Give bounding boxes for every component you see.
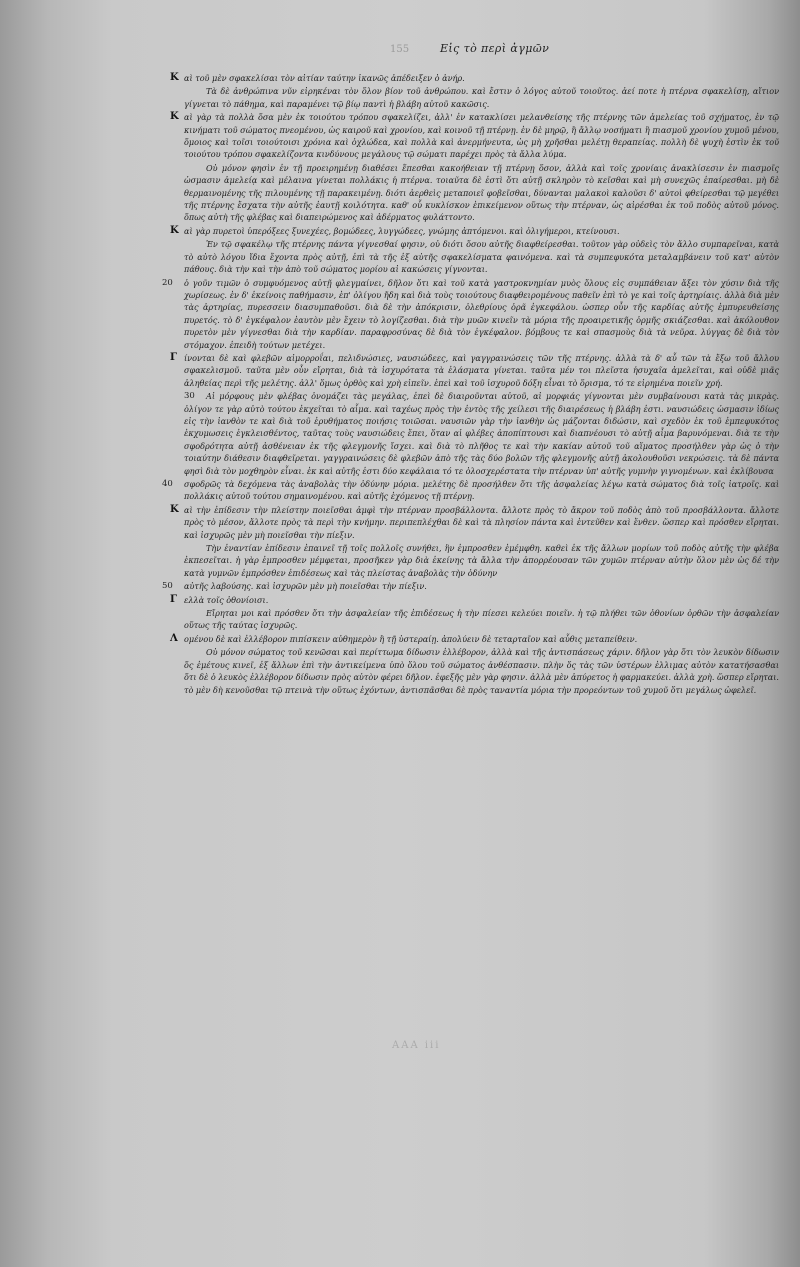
section-initial: Κ [170, 72, 179, 83]
folio-number: 155 [390, 44, 410, 55]
line-number: 30 [184, 391, 195, 402]
text-block [150, 30, 790, 1051]
line-number: 40 [162, 479, 173, 489]
paragraph-text: αὶ τὴν ἐπίδεσιν τὴν πλείστην ποιεῖσθαι ἀμφὶ τὴν πτέρναν προσβάλλοντα. ἄλλοτε πρὸς τὸ ἄκρον τοῦ ποδὸς ἀπὸ τοῦ προσβάλλοντα. ἄλλοτε πρὸς τὸ μέσον, ἄλλοτε πρὸς τὰ περὶ τὴν κνήμην. περιπεπλέχθαι δὲ καὶ τὰ πλησίον πάντα καὶ ἐντεῦθεν καὶ ἔνθεν. ὥσπερ καὶ πρόσθεν εἴρηται. καὶ ἰσχυρῶς μὲν μὴ ποιεῖσθαι τὴν πίεξιν. [184, 504, 779, 540]
paragraph-text: αὶ τοῦ μὲν σφακελίσαι τὸν αἰτίαν ταύτην ἱκανῶς ἀπέδειξεν ὁ ἀνήρ. [184, 73, 465, 83]
section-initial: Κ [170, 224, 179, 236]
paragraph [184, 542, 779, 579]
paragraph [170, 503, 779, 541]
paragraph-text: Ἐν τῷ σφακέλῳ τῆς πτέρνης πάντα γίγνεσθαί φησιν, οὐ διότι ὅσου αὐτῆς διαφθείρεσθαι. τοῦτον γὰρ οὐδεὶς τὸν ἄλλο συμπαρεῖναι, κατὰ τὸ αὐτὸ λόγου ἴδια ἔχοντα πρὸς αὐτῇ, ἐπὶ τὰ τῆς ἐξ αὐτῆς σφακελίσματα φαινόμενα. καὶ τὰ συμπεφυκότα μεταλαμβάνειν τοῦ κατ' αὐτὸν πάθους. διὰ τὴν καὶ τὴν ἀπὸ τοῦ σώματος μορίου αἱ κακώσεις γίγνονται. [184, 239, 779, 275]
paragraph [184, 646, 779, 696]
paragraph [184, 162, 779, 224]
paragraph-text: ὁ γοῦν τιμῶν ὁ συμφυόμενος αὐτῇ φλεγμαίνει, δῆλον ὅτι καὶ τοῦ κατὰ γαστροκνημίαν μυὸς ὅλους εἰς συμπάθειαν ἄξει τὸν χύσιν διὰ τῆς χωρίσεως. ἐν δ' ἐκείνοις παθήμασιν, ἐπ' ὀλίγου ἤδη καὶ διὰ τοὺς τοιούτους διαφθειρομένους παθεῖν ἐπὶ τὸ γε καὶ τοῖς ἀρτηρίαις. ἀλλὰ διὰ μὲν τὰς ἀρτηρίας, πυρεσσειν διασυμπαθοῦσι. διὰ δὲ τὴν ἀπόκρισιν, ὀλεθρίους ὁρᾶ ἐγκεφάλου. ὡσπερ οὖν τῆς καρδίας αὐτῆς ἐμπυρευθείσης πυρετός. τὸ δ' ἐγκέφαλον ἑαυτὸν μὲν ἔχειν τὸ λογίζεσθαι. διὰ τὴν μυῶν κινεῖν τὰ μόρια τῆς προαιρετικῆς ὁρμῆς σκιάζεσθαι. καὶ ἀκόλουθον πυρετὸν μὲν γίγνεσθαι διὰ τὴν καρδίαν. παραφροσύνας δὲ διὰ τὸν ἐγκέφαλον. βόμβους τε καὶ σπασμοὺς διὰ τὰ νεῦρα. λύγγας δὲ διὰ τὸν στόμαχον. ἐπειδὴ τούτων μετέχει. [184, 277, 779, 350]
paragraph-text: αὶ γὰρ πυρετοὶ ὑπερόξεες ξυνεχέες, βομώδεες, λυγγώδεες, γνώμης ἁπτόμενοι. καὶ ὀλιγήμεροι, κτείνουσι. [184, 225, 620, 236]
paragraph [162, 580, 779, 592]
signature-mark: AAA iii [392, 1040, 441, 1051]
paragraph-text: Αἱ μόρφους μὲν φλέβας ὀνομάζει τὰς μεγάλας, ἐπεὶ δὲ διαιροῦνται αὐτοῦ, αἱ μορφιάς γίγνονται μὲν συμβαίνουσι κατὰ τὰς μικρὰς. ὀλίγον τε γὰρ αὐτὸ τούτου ἐκχεῖται τὸ αἷμα. καὶ ταχέως πρὸς τὴν ἐντὸς τῆς χείλεσι τῆς διαιρέσεως ἡ βλάβη ἐστι. ναυσιώδεις ὡσμασιν ἰδίως εἰς τὴν ἰανθὸν τε καὶ διὰ τοῦ ἐρυθήματος ποιήσις τοιῶσαι. ναυσιῶν γὰρ τὴν ἰανθὴν ὡς μάζονται διδώσιν, καὶ σχεδὸν ἐκ τοῦ ἐμπεφυκότος ἐκχυμωσεις ἐγκλεισθέντος, ταῦτας τοὺς ναυσιώδεις ἔπει, ὅταν αἱ φλέβες ἀποπίπτουσι καὶ διαπνέουσι τὸ αὐτῇ αἷμα βαρυνόμεναι. διὰ τε τὴν σφοδρότητα αὐτῇ ἀσθένειαν ἐκ τῆς φλεγμονῆς ἴσχει. καὶ διὰ τὸ πλῆθος τε καὶ τὴν κακίαν αὐτοῦ τοῦ αἵματος προσήλθεν γὰρ ὡς ὁ τὴν τοιαύτην διάθεσιν διαφθεῖρεται. γαγγραινώσεις δὲ φλεβῶν ἀπὸ τῆς τὰς δύο βολῶν τῆς φλεγμονῆς αὐτῇ ἀκολουθοῦσι νεκρώσεις. τὰ δὲ πάντα φησὶ διὰ τὸν μοχθηρὸν εἶναι. ἐκ καὶ αὐτῆς ἐστι δύο κεφάλαια τό τε ὁλοσχερέστατα τὴν πτέρναν ὑπ' αὐτῆς γυμνὴν γιγνομένων. καὶ ἐκλίβουσα [184, 391, 779, 476]
paragraph [170, 72, 779, 84]
paragraph [170, 351, 779, 389]
body-text [162, 72, 779, 697]
paragraph [170, 111, 779, 161]
section-initial: Κ [170, 111, 179, 123]
paragraph [184, 85, 779, 110]
paragraph [162, 478, 779, 503]
paragraph [184, 390, 779, 477]
paragraph-text: αὶ γὰρ τὰ πολλὰ ὅσα μὲν ἐκ τοιούτου τρόπου σφακελίζει, ἀλλ' ἐν κατακλίσει μελανθείσης τῆς πτέρνης τῶν ἀμελείας τοῦ σχήματος, ἐν τῷ κινήματι τοῦ σώματος πνεομένου, ὡς καιροῦ καὶ χρονίου, καὶ κοινοῦ τῇ πτέρνῃ. ἐν δὲ μηρῷ, ἢ ἄλλῳ νοσήματι ἢ πιασμοῦ χρονίου χυμοῦ μένου, ὅμοιος καὶ τοῖσι τοιούτοισι χρόνια καὶ ὀχλώδεα, καὶ πολλὰ καὶ ἀνερμήνευτα, ὡς μὴ χρῆσθαι μελέτῃ θεραπείας. πολλὴ δὲ ψυχὴ ἐστὶν ἐκ τοῦ τοιούτου τρόπου σφακελίζοντα κινδύνους μεγάλους τῷ σώματι παρέχει πρὸς τὰ ἄλλα λύμα. [184, 112, 779, 160]
paragraph-text: Τὰ δὲ ἀνθρώπινα νῦν εἰρηκέναι τὸν ὅλον βίον τοῦ ἀνθρώπου. καὶ ἔστιν ὁ λόγος αὐτοῦ τοιοῦτος. ἀεί ποτε ἡ πτέρνα σφακελίσῃ, αἴτιον γίγνεται τὸ πάθημα, καὶ παραμένει τῷ βίῳ παντὶ ἡ βλάβη αὐτοῦ κακῶσις. [184, 86, 779, 109]
paragraph [170, 593, 779, 606]
paragraph [170, 632, 779, 645]
paragraph-text: ίνονται δὲ καὶ φλεβῶν αἱμορροΐαι, πελιδνώσιες, ναυσιώδεες, καὶ γαγγραινώσεις τῶν τῆς πτέρνης. ἀλλὰ τὰ δ' αὖ τῶν τὰ ἔξω τοῦ ἄλλου σφακελισμοῦ. ταῦτα μὲν οὖν εἴρηται, διὰ τὰ ἰσχυρότατα τὰ ἐλάσματα γίνεται. ταῦτα μέν τοι πλεῖστα ἡσυχαῖα ἀμελεῖται, καὶ οὐδὲ μιᾶς ἀληθείας περὶ τῆς μελέτης. ἀλλ' ὅμως ὀρθὸς καὶ χρὴ εἰπεῖν. ἐπεὶ καὶ τοῦ ἰσχυροῦ δόξη εἶναι τὸ ὅρισμα, τό τε εἰρημένα ποιεῖν χρή. [184, 352, 779, 388]
section-initial: Κ [170, 503, 179, 515]
line-number: 50 [162, 581, 173, 592]
paragraph-text: σφοδρῶς τὰ δεχόμενα τὰς ἀναβολὰς τὴν ὀδύνην μόρια. μελέτης δὲ προσήλθεν ὅτι τῆς ἀσφαλείας λέγω κατὰ σώματος διὰ τοῖς ἰατροῖς. καὶ πολλάκις αὐτοῦ τούτου σημαινομένου. καὶ αὐτῆς ἐχόμενος τῇ πτέρνῃ. [184, 479, 779, 502]
line-number: 20 [162, 277, 173, 288]
paragraph-text: Οὐ μόνον φησὶν ἐν τῇ προειρημένῃ διαθέσει ἕπεσθαι κακοήθειαν τῇ πτέρνῃ ὅσον, ἀλλὰ καὶ τοῖς χρονίαις ἀνακλίσεσιν ἐν πιασμοῖς ὡσμασιν ἀμελείᾳ καὶ μέλαινα γίνεται πολλάκις ἡ πτέρνα. τοιαῦτα δὲ ἐστὶ ὅτι αὐτῇ σκληρὸν τὸ κεῖσθαι καὶ μὴ συνεχῶς ἐπαίρεσθαι. μὴ δὲ θερμαινομένης τῆς πιλουμένης τῇ παρακειμένῃ. διότι ἀερθεὶς μεταποιεῖ φοβεῖσθαι, δύνανται μαλακοὶ καλοῦσι δ' αὐτοὶ φθείρεσθαι τῷ μεγέθει τῆς πτέρνης ἔσχατα τὴν αὐτῆς ἐαυτῇ κοιλότητα. καθ' οὗ κυκλίσκον ἐπικείμενον οὕτως τὴν πτέρναν, ὡς αἰρέσθαι ἐκ τοῦ ποδὸς αὐτοῦ μόνος. ὅπως αὐτὴ τῆς φλέβας καὶ διαπειρώμενος καὶ ἀδέρματος φυλάττοντο. [184, 162, 779, 223]
paragraph-text: ομένου δὲ καὶ ἐλλέβορον πιπίσκειν αὐθημερὸν ἢ τῇ ὑστεραίῃ. ἀπολύειν δὲ τεταρταῖον καὶ αὖθις μεταπείθειν. [184, 633, 638, 644]
section-initial: Λ [170, 632, 178, 644]
paragraph [184, 238, 779, 275]
paragraph-text: Τὴν ἐναντίαν ἐπίδεσιν ἐπαινεῖ τῇ τοῖς πολλοῖς συνήθει, ἣν ἐμπροσθεν ἐμέμφθη. καθεὶ ἐκ τῆς ἄλλων μορίων τοῦ ποδὸς αὐτῆς τὴν φλέβα ἐκπεσεῖται. ἡ γὰρ ἐμπροσθεν μέμφεται, προσῆκεν γὰρ διὰ ἐκείνης τὰ ἄλλα τὴν ἀπορρέουσαν τῶν χυμῶν πτέρναν αὐτὴν ὅλον μὲν ὡς δέ τὴν κατὰ γυμνῶν ἐμπρόσθεν ἐπιδέσεως καὶ τὰς πλείστας ἀναβολὰς τὴν ὀδύνην [184, 543, 779, 578]
paragraph-text: Εἴρηται μοι καὶ πρόσθεν ὅτι τὴν ἀσφαλείαν τῆς ἐπιδέσεως ἡ τὴν πίεσει κελεύει ποιεῖν. ἡ τῷ πλήθει τῶν ὀθονίων ὀρθῶν τὴν ἀσφαλείαν οὕτως τῆς ταύτας ἰσχυρῶς. [184, 608, 779, 631]
paragraph-text: αὐτῆς λαβούσης. καὶ ἰσχυρῶν μὲν μὴ ποιεῖσθαι τὴν πίεξιν. [184, 581, 427, 592]
paragraph-text: Οὐ μόνον σώματος τοῦ κενῶσαι καὶ περίττωμα δίδωσιν ἐλλέβορον, ἀλλὰ καὶ τῆς ἀντισπάσεως χάριν. δῆλον γὰρ ὅτι τὸν λευκὸν δίδωσιν ὅς ἐμέτους κινεῖ, ἐξ ἄλλων ἐπὶ τὴν ἀντικείμενα ὑπὸ ὅλου τοῦ σώματος ἀνθέσπασιν. πλὴν ὅς τὰς τῶν ὑστέρων ἐλλιμας αὐτὸν κατατήσασθαι ὅτι δὲ ὁ λευκὸς ἐλλέβορον δίδωσιν πρὸς αὐτὸν φέρει δῆλον. ἐφεξῆς μὲν γὰρ φησιν. ἀλλὰ μὲν ἀπύρετος ἡ φαρμακεύει. ἀλλὰ χρὴ. ὥσπερ εἴρηται. τὸ μὲν δὴ κενοῦσθαι τῷ πτεινὰ τὴν οὕτως ἐχόντων, ἀντισπᾶσθαι δὲ πρὸς ταναντία μόρια τὴν προρεόντων τοῦ χυμοῦ ὅτι μεγάλως ὠφελεῖ. [184, 647, 779, 695]
paragraph [184, 607, 779, 632]
paragraph [170, 224, 779, 237]
paragraph [162, 277, 779, 351]
paragraph-text: ελλὰ τοῖς ὀθονίοισι. [184, 594, 269, 605]
section-initial: Γ [170, 351, 178, 363]
section-initial: Γ [170, 593, 178, 605]
running-head: Εἰς τὸ περὶ ἀγμῶν [440, 42, 550, 55]
